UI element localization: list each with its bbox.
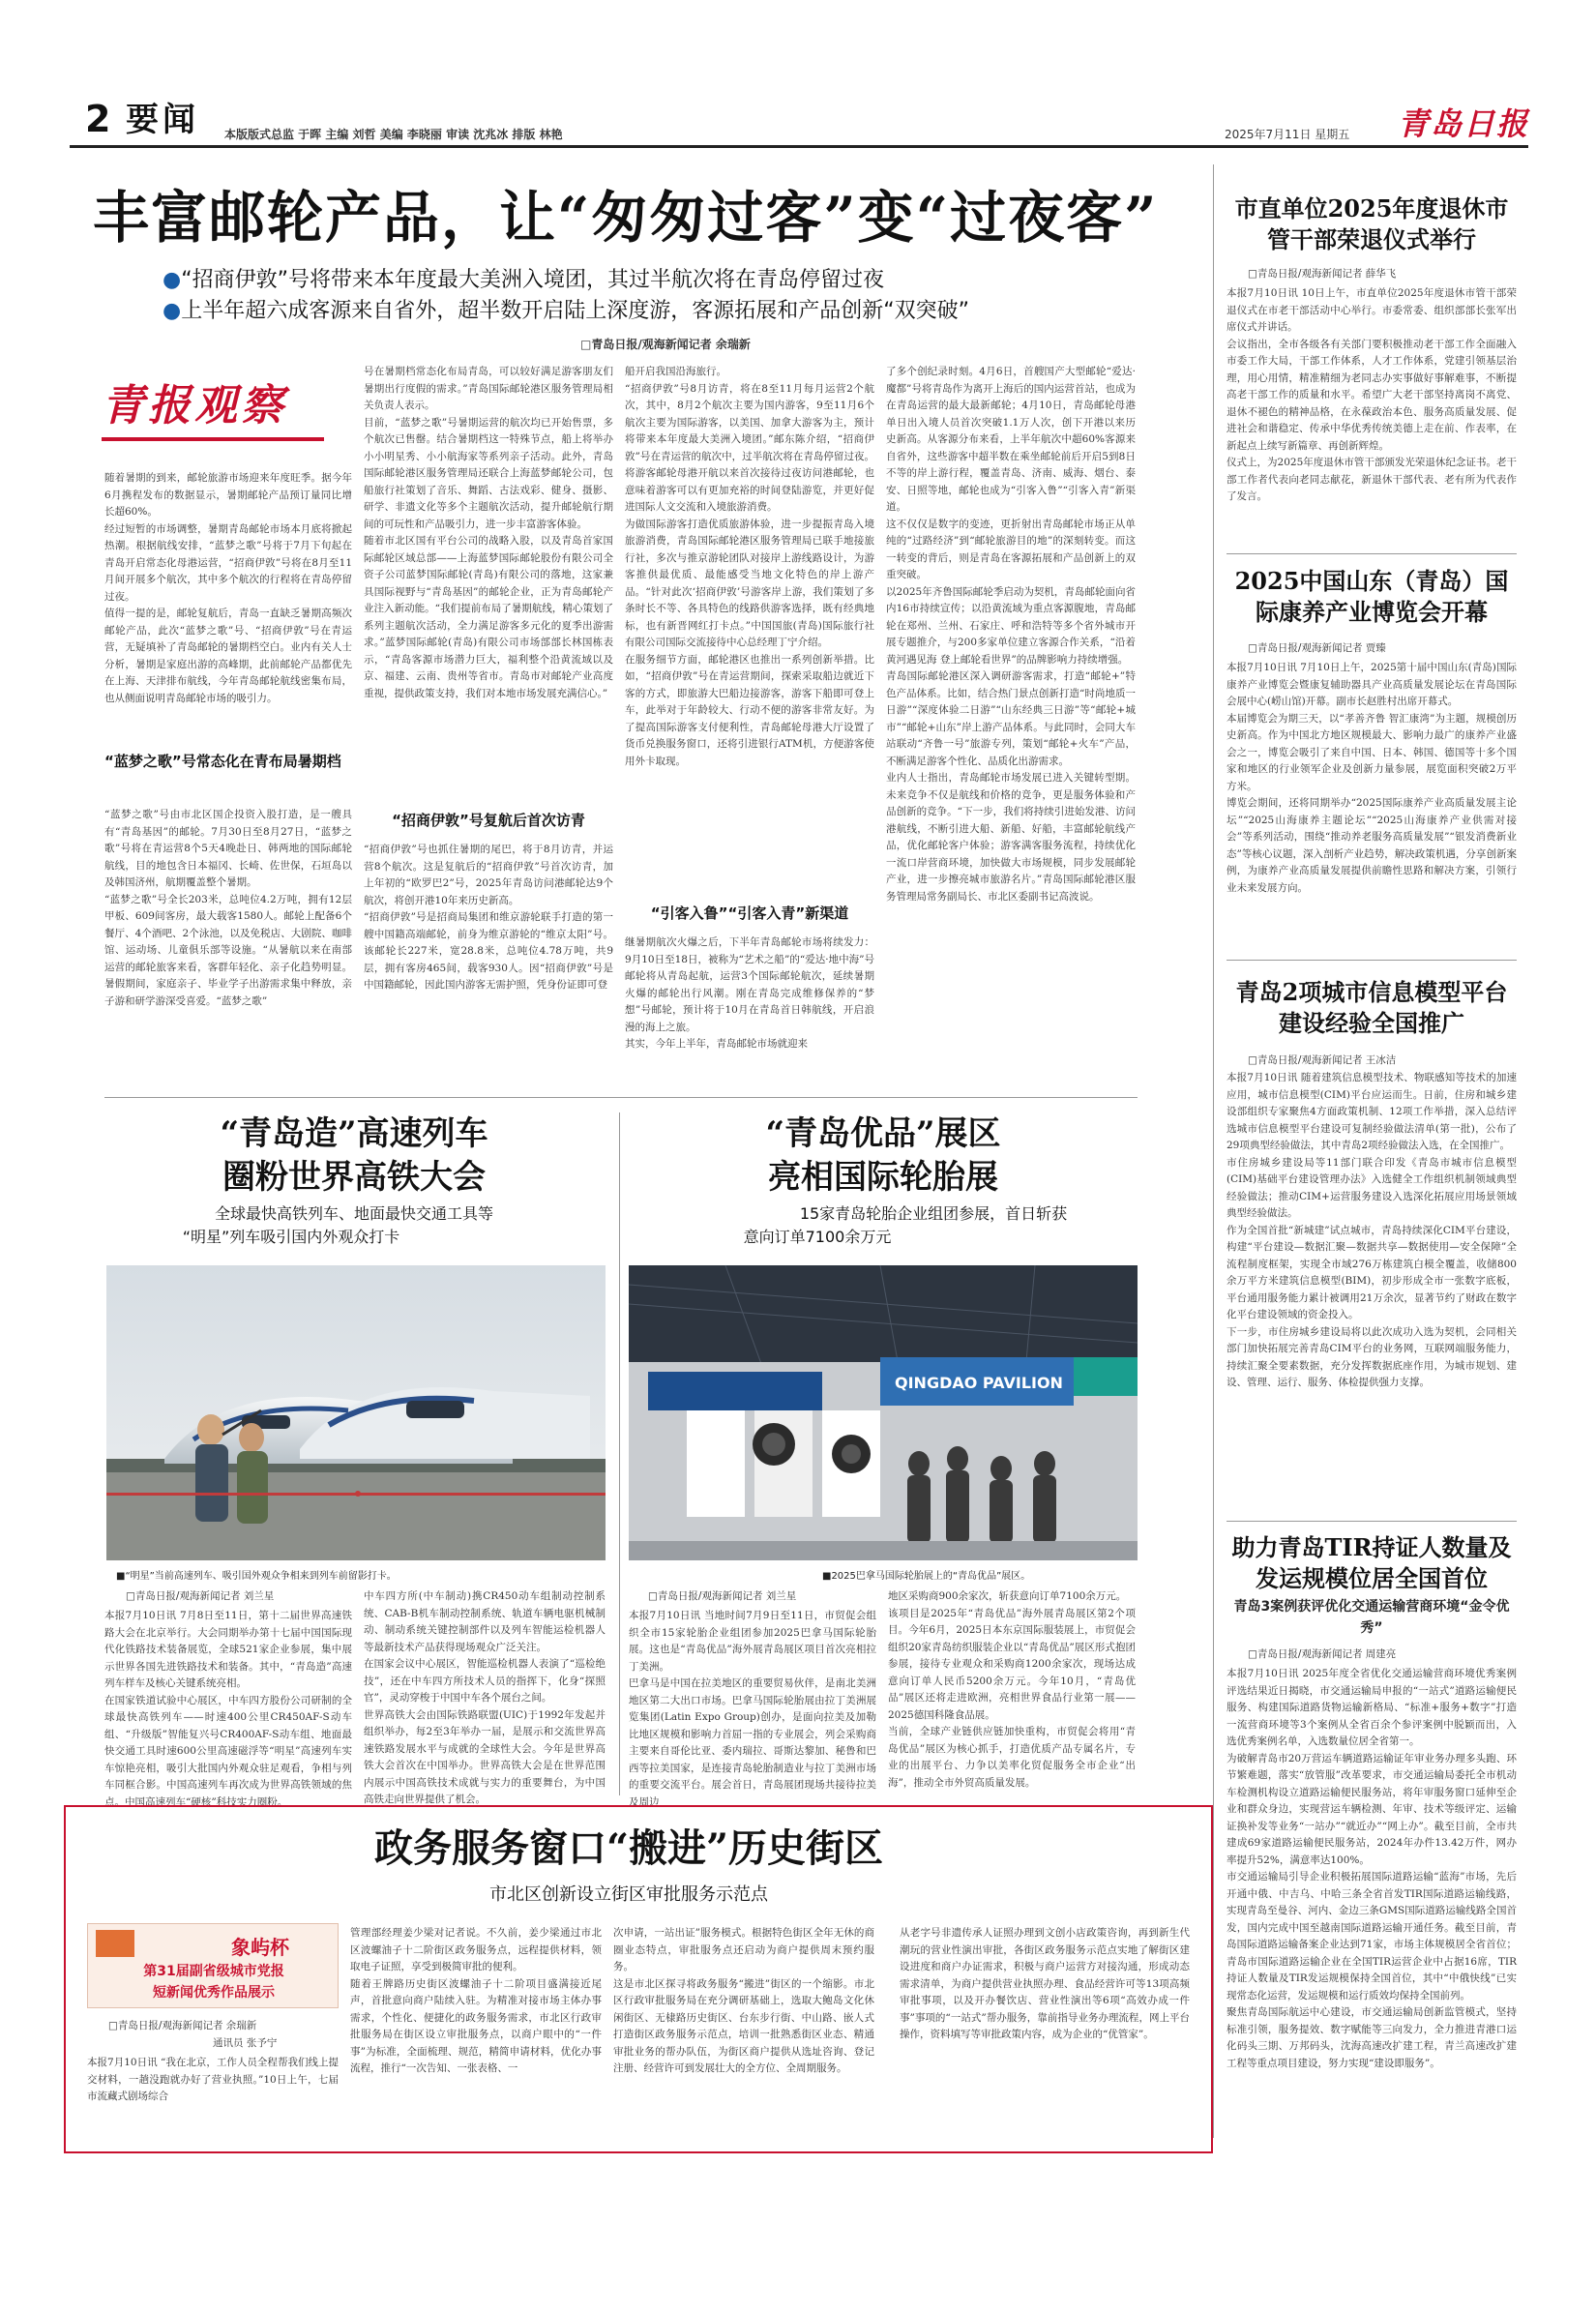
right-story-3-byline: □青岛日报/观海新闻记者 王冰洁 <box>1248 1054 1397 1066</box>
right-story-3-headline: 青岛2项城市信息模型平台建设经验全国推广 <box>1235 978 1508 1037</box>
masthead-rule <box>70 145 1528 148</box>
newspaper-logo: 青岛日报 <box>1398 105 1530 142</box>
right-story-4-byline: □青岛日报/观海新闻记者 周建亮 <box>1248 1648 1397 1660</box>
feature-right-deck-1: 15家青岛轮胎企业组团参展，首日斩获 <box>799 1204 1068 1223</box>
feature-left-deck-2: “明星”列车吸引国内外观众打卡 <box>182 1228 400 1246</box>
feature-right-deck-2: 意向订单7100余万元 <box>743 1228 892 1246</box>
bottom-headline: 政务服务窗口“搬进”历史街区 <box>373 1825 883 1871</box>
lead-col-3-subhead: “引客入鲁”“引客入青”新渠道 <box>650 904 849 922</box>
expo-booth-sign: QINGDAO PAVILION <box>895 1374 1063 1392</box>
lead-col-3b-text: 继暑期航次火爆之后，下半年青岛邮轮市场将续发力：9月10日至18日，被称为“艺术之船”的“爱达·地中海”号邮轮将从青岛起航，运营3个国际邮轮航次，延续暑期火爆的邮轮出行风潮。刚在青岛完成维修保养的“梦想”号邮轮，预计将于10月在青岛首日韩航线，开启浪漫的海上之旅。 其实，今年上半年，青岛邮轮市场就迎来 <box>625 936 874 1050</box>
bottom-col-1: 本报7月10日讯 “我在北京，工作人员全程帮我们线上提交材料，一趟没跑就办好了营业执照。”10日上午，七届市流藏式剧场综合 <box>87 2057 339 2102</box>
expo-photo-caption: ■2025巴拿马国际轮胎展上的“青岛优品”展区。 <box>822 1571 1031 1582</box>
right-story-1-headline: 市直单位2025年度退休市管干部荣退仪式举行 <box>1234 194 1509 253</box>
train-photo-illustration <box>106 1265 606 1560</box>
feature-right-byline: □青岛日报/观海新闻记者 刘兰星 <box>648 1590 797 1602</box>
lead-deck-2 <box>163 297 969 326</box>
lead-col-2-subhead: “招商伊敦”号复航后首次访青 <box>392 812 585 829</box>
staff-line: 本版版式总监 于晖 主编 刘哲 美编 李晓丽 审读 沈兆冰 排版 林艳 <box>224 128 563 141</box>
award-logo-line-2: 短新闻优秀作品展示 <box>153 1985 275 2001</box>
right-divider-2 <box>1227 960 1517 961</box>
feature-left-col-2: 中车四方所(中车制动)携CR450动车组制动控制系统、CAB-B机车制动控制系统、轨道车辆电驱机械制动、制动系统关键控制部件以及列车智能运检机器人等最新技术产品获得现场观众广泛关注。 在国家会议中心展区，智能巡检机器人表演了“巡检绝技”，还在中车四方所技术人员的指挥下，化身“探照官”，灵动穿梭于中国中车各个展台之间。 世界高铁大会由国际铁路联盟(UIC)于1992年发起并组织举办，每2至3年举办一届，是展示和交流世界高速铁路发展水平与成就的全球性大会。今年是世界高铁大会首次在中国举办。世界高铁大会是在世界范围内展示中国高铁技术成就与实力的重要舞台，为中国高铁走向世界提供了机会。 <box>364 1590 606 1805</box>
feature-left-col-1: 本报7月10日讯 7月8日至11日，第十二届世界高速铁路大会在北京举行。大会同期举办第十七届中国国际现代化铁路技术装备展览，全球521家企业参展，集中展示世界各国先进铁路技术和装备。其中，“青岛造”高速列车样车及核心关键系统亮相。 在国家铁道试验中心展区，中车四方股份公司研制的全球最快高铁列车——时速400公里CR450AF-S动车组、“升级版”智能复兴号CR400AF-S动车组、地面最快交通工具时速600公里高速磁浮等“明星”高速列车实车惊艳亮相，吸引大批国内外观众驻足观看，争相与列车同框合影。中国高速列车再次成为世界高铁领域的焦点。中国高速列车“硬核”科技实力圈粉。 <box>104 1610 352 1808</box>
lead-feature-divider <box>104 1097 1138 1098</box>
expo-photo <box>629 1265 1138 1560</box>
feature-right-col-2: 地区采购商900余家次，斩获意向订单7100余万元。 该项目是2025年“青岛优品”海外展青岛展区第2个项目。今年6月，2025日本东京国际服装展上，市贸促会组织20家青岛纺织服装企业以“青岛优品”展区形式抱团参展，接待专业观众和采购商1200余家次，现场达成意向订单人民币5200余万元。今年10月，“青岛优品”展区还将走进欧洲，亮相世界食品行业第一展——2025德国科隆食品展。 当前，全球产业链供应链加快重构，市贸促会将用“青岛优品”展区为核心抓手，打造优质产品专属名片，专业的出展平台、力争以美率化贸促服务全市企业“出海”，推动全市外贸高质量发展。 <box>888 1590 1136 1789</box>
right-story-4-deck: 青岛3案例获评优化交通运输营商环境“金令优秀” <box>1233 1599 1510 1636</box>
bottom-deck: 市北区创新设立街区审批服务示范点 <box>489 1884 768 1905</box>
train-photo <box>106 1265 606 1560</box>
right-story-1-byline: □青岛日报/观海新闻记者 薛华飞 <box>1248 268 1397 280</box>
right-story-4-text: 本报7月10日讯 2025年度全省优化交通运输营商环境优秀案例评选结果近日揭晓，市交通运输局申报的“一站式”道路运输便民服务、构建国际道路货物运输新格局、“标准+服务+数字”打造一流营商环境等3个案例从全省百余个参评案例中脱颖而出，入选优秀案例名单，入选数量位居全省第一。 为破解青岛市20万营运车辆道路运输证年审业务办理多头跑、环节繁难题，落实“放管服”改革要求，市交通运输局委托全市机动车检测机构设立道路运输便民服务站，将年审服务窗口延伸至企业和群众身边，实现营运车辆检测、年审、技术等级评定、运输证换补发等业务“一站办”“就近办”“网上办”。截至目前，全市共建成69家道路运输便民服务站，2024年办件13.42万件，网办率提升52%，满意率达100%。 市交通运输局引导企业积极拓展国际道路运输“蓝海”市场，先后开通中俄、中吉乌、中哈三条全省首发TIR国际道路运输线路，实现青岛至曼谷、河内、金边三条GMS国际道路运输线路全国首发，国内完成中国至越南国际道路运输开通任务。截至目前，青岛国际道路运输备案企业达到71家，市场主体规模居全省首位；青岛市国际道路运输企业在全国TIR运营企业中占据16席，TIR持证人数量及TIR发运规模保持全国首位，其中“中俄快线”已实现常态化运营，发运规模和运行质效均保持全国前列。 聚焦青岛国际航运中心建设，市交通运输局创新监管模式，坚持标准引领，服务提效、数字赋能等三向发力，全力推进青港口运化码头三期、万邦码头，沈海高速改扩建工程，青兰高速改扩建工程等重点项目建设，努力实现“建设即服务”。 <box>1227 1668 1517 2069</box>
column-logo-underline <box>102 437 324 441</box>
right-story-1-text: 本报7月10日讯 10日上午，市直单位2025年度退休市管干部荣退仪式在市老干部活动中心举行。市委常委、组织部部长张军出席仪式并讲话。 会议指出，全市各级各有关部门要积极推动老干部工作全面融入市委工作大局，干部工作体系，人才工作体系，党建引领基层治理，用心用情，精准精细为老同志办实事做好事解难事，不断提高老干部工作的质量和水平。希望广大老干部坚持离岗不离党、退休不褪色的精神品格，在永葆政治本色、服务高质量发展、促进社会和谐稳定、传承中华优秀传统美德上走在前、作表率，在新起点上续写新篇章、再创新辉煌。 仪式上，为2025年度退休市管干部颁发光荣退休纪念证书。老干部工作者代表向老同志献花，新退休干部代表、老有所为代表作了发言。 <box>1227 287 1517 502</box>
feature-left-deck-1: 全球最快高铁列车、地面最快交通工具等 <box>214 1204 493 1223</box>
lead-col-4-text: 了多个创纪录时刻。4月6日，首艘国产大型邮轮“爱达·魔都”号将青岛作为离开上海后的国内运营首站，也成为在青岛运营的最大最新邮轮；4月10日，青岛邮轮母港单日出入境人员首次突破1.1万人次，创下开港以来历史新高。从客源分布来看，上半年航次中超60%客源来自省外，这些游客中超半数在乘坐邮轮前后开启5到8日不等的岸上游行程，覆盖青岛、济南、威海、烟台、泰安、日照等地，邮轮也成为“引客入鲁”“引客入青”新渠道。 这不仅仅是数字的变迹，更折射出青岛邮轮市场正从单纯的“过路经济”到“邮轮旅游目的地”的深刻转变。而这一转变的背后，则是青岛在客源拓展和产品创新上的双重突破。 以2025年齐鲁国际邮轮季启动为契机，青岛邮轮面向省内16市持续宣传；以沿黄流域为重点客源腹地，青岛邮轮在郑州、兰州、石家庄、呼和浩特等多个省外城市开展专题推介，与200多家单位建立客源合作关系，“沿着黄河遇见海 登上邮轮看世界”的品牌影响力持续增强。 青岛国际邮轮港区深入调研游客需求，打造“邮轮+”特色产品体系。比如，结合热门景点创新打造“时尚地质一日游”“深度体验二日游”“山东经典三日游”等“邮轮+城市”“邮轮+山东”岸上游产品体系。与此同时，会同大车站联动“齐鲁一号”旅游专列，策划“邮轮+火车”产品，不断满足游客个性化、品质化出游需求。 业内人士指出，青岛邮轮市场发展已进入关键转型期。未来竞争不仅是航线和价格的竞争，更是服务体验和产品创新的竞争。“下一步，我们将持续引进始发港、访问港航线，不断引进大船、新船、好船，丰富邮轮航线产品，优化邮轮客户体验；游客满客服务流程，持续优化一流口岸营商环境，加快做大市场规模，同步发展邮轮产业，进一步擦亮城市旅游名片。”青岛国际邮轮港区服务管理局常务副局长、市北区委副书记高波说。 <box>886 366 1136 903</box>
right-story-2-headline: 2025中国山东（青岛）国际康养产业博览会开幕 <box>1234 567 1509 626</box>
feature-left-headline-2: 圈粉世界高铁大会 <box>222 1158 486 1197</box>
feature-left-headline-1: “青岛造”高速列车 <box>220 1114 488 1153</box>
award-logo-brand: 象屿杯 <box>231 1936 289 1959</box>
bottom-col-2: 管理部经理姜少梁对记者说。不久前，姜少梁通过市北区波螺油子十二阶街区政务服务点，远程提供材料，领取电子证照，享受到极简审批的便利。 随着王牌路历史街区波螺油子十二阶项目盛满接近尾声，首批意向商户陆续入驻。为精准对接市场主体办事需求，个性化、便捷化的政务服务需求，市北区行政审批服务局在街区设立审批服务点，以商户眼中的“一件事”为标准，全面梳理、规范，精简申请材料，优化办事流程，推行“一次告知、一张表格、一 <box>350 1927 602 2074</box>
right-divider-1 <box>1227 553 1517 554</box>
lead-byline: □青岛日报/观海新闻记者 余瑞新 <box>580 338 751 351</box>
train-photo-caption: ■“明星”当前高速列车、吸引国外观众争相来到列车前留影打卡。 <box>116 1571 397 1582</box>
bullet-icon: ● <box>163 268 182 292</box>
feature-right-col-1: 本报7月10日讯 当地时间7月9日至11日，市贸促会组织全市15家轮胎企业组团参加2025巴拿马国际轮胎展。这也是“青岛优品”海外展青岛展区项目首次亮相拉丁美洲。 巴拿马是中国在拉美地区的重要贸易伙伴，是南北美洲地区第二大出口市场。巴拿马国际轮胎展由拉丁美洲展览集团(Latin Expo Group)创办，是面向拉美及加勒比地区规模和影响力首屈一指的专业展会，列会采购商主要来自哥伦比亚、委内瑞拉、哥斯达黎加、秘鲁和巴西等拉美国家，是连接青岛轮胎制造业与拉丁美洲市场的重要交流平台。展会首日，青岛展团现场共接待拉美及周边 <box>629 1610 876 1808</box>
lead-col-2-text: 号在暑期档常态化布局青岛，可以较好满足游客朋友们暑期出行度假的需求。”青岛国际邮轮港区服务管理局相关负责人表示。 目前，“蓝梦之歌”号暑期运营的航次均已开始售票，多个航次已售罄。结合暑期档这一特殊节点，船上将举办小小明星秀、小小航海家等系列亲子活动。此外，青岛国际邮轮港区服务管理局还联合上海蓝梦邮轮公司，包船旅行社策划了音乐、舞蹈、古法戏彩、健身、摄影、研学、非遗文化等多个主题航次活动，提升邮轮航行期间的可玩性和产品吸引力，进一步丰富游客体验。 随着市北区国有平台公司的战略入股，以及青岛首家国际邮轮区域总部——上海蓝梦国际邮轮股份有限公司全资子公司蓝梦国际邮轮(青岛)有限公司的落地，这家兼具国际视野与“青岛基因”的邮轮企业，正为青岛邮轮产业注入新动能。“我们提前布局了暑期航线，精心策划了系列主题航次活动，全力满足游客多元化的夏季出游需求。”蓝梦国际邮轮(青岛)有限公司市场部部长林国栋表示，“青岛客源市场潜力巨大，福利整个沿黄流域以及京、福建、云南、贵州等省市。青岛市对邮轮产业高度重视，提供政策支持，我们对本地市场发展充满信心。” <box>364 366 613 699</box>
lead-headline: 丰富邮轮产品，让“匆匆过客”变“过夜客” <box>93 185 1159 251</box>
feature-left-byline: □青岛日报/观海新闻记者 刘兰星 <box>126 1590 275 1602</box>
award-logo-mark <box>96 1930 134 1957</box>
feature-right-headline-1: “青岛优品”展区 <box>765 1114 1001 1153</box>
right-story-3-text: 本报7月10日讯 随着建筑信息模型技术、物联感知等技术的加速应用，城市信息模型(CIM)平台应运而生。日前，住房和城乡建设部组织专家聚焦4方面政策机制、12项工作举措，深入总结评选城市信息模型平台建设可复制经验做法清单(第一批)，公布了29项典型经验做法，其中青岛2项经验做法入选，在全国推广。 市住房城乡建设局等11部门联合印发《青岛市城市信息模型(CIM)基础平台建设管理办法》入选健全工作组织机制领域典型经验做法；推动CIM+运营服务建设入选深化拓展应用场景领域典型经验做法。 作为全国首批“新城建”试点城市，青岛持续深化CIM平台建设，构建“平台建设—数据汇聚—数据共享—数据使用—安全保障”全流程制度框架，实现全市域276万栋建筑白模全覆盖，收储800余万平方米建筑信息模型(BIM)，初步形成全市一张数字底板，平台通用服务能力累计被调用21万余次，显著节约了财政在数字化平台建设领域的资金投入。 下一步，市住房城乡建设局将以此次成功入选为契机，会同相关部门加快拓展完善青岛CIM平台的业务网，互联网端服务能力，持续汇聚全要素数据，充分发挥数据底座作用，为城市规划、建设、管理、运行、服务、体检提供强力支撑。 <box>1227 1072 1517 1388</box>
date-line: 2025年7月11日 星期五 <box>1225 128 1350 141</box>
page-number: 2 <box>85 98 111 140</box>
award-logo <box>87 1923 339 2008</box>
lead-col-1-subhead: “蓝梦之歌”号常态化在青布局暑期档 <box>104 753 341 770</box>
bottom-col-3: 次申请，一站出证”服务模式。根据特色街区全年无休的商圈业态特点，审批服务点还启动为商户提供周末预约服务。 这是市北区探寻将政务服务“搬进”街区的一个缩影。市北区行政审批服务局在充分调研基础上，选取大鲍岛文化休闲街区、无棣路历史街区、台东步行街、中山路、嵌人式打造街区政务服务示范点，培训一批熟悉街区业态、精通审批业务的帮办队伍，为街区商户提供从选址咨询、登记注册、经营许可到发展壮大的全方位、全周期服务。 <box>613 1927 874 2074</box>
lead-col-3-text: 船开启我国沿海旅行。 “招商伊敦”号8月访青，将在8至11月每月运营2个航次，其中，8月2个航次主要为国内游客，9至11月6个航次主要为国际游客，以美国、加拿大游客为主，预计将带来本年度最大美洲入境团。”邮东陈介绍，“招商伊敦”号在青运营的航次中，过半航次将在青岛停留过夜。将游客邮轮母港开航以来首次接待过夜访问港邮轮，也意味着游客可以有更加充裕的时间登陆游览，并更好促进国际人文交流和入境旅游消费。 为做国际游客打造优质旅游体验，进一步提振青岛入境旅游消费，青岛国际邮轮港区服务管理局已联手地接旅行社，多次与推京游轮团队对接岸上游线路设计，为游客推供最优质、最能感受当地文化特色的岸上游产品。“针对此次‘招商伊敦’号游客岸上游，我们策划了多条时长不等、各具特色的线路供游客选择，既有经典地标，也有新晋网红打卡点。”中国国旅(青岛)国际旅行社有限公司国际交流接待中心总经理丁宁介绍。 在服务细节方面，邮轮港区也推出一系列创新举措。比如，“招商伊敦”号在青运营期间，探索采取船边就近下客的方式，即旅游大巴船边接游客，游客下船即可登上车，此举对于年龄较大、行动不便的游客非常友好。为了提高国际游客支付便利性，青岛邮轮母港大厅设置了货币兑换服务窗口，还将引进银行ATM机，方便游客使用外卡取现。 <box>625 366 874 767</box>
right-column-divider <box>1213 164 1214 2138</box>
bottom-col-4: 从老字号非遗传承人证照办理到文创小店政策咨询，再到新生代潮玩的营业性演出审批，各街区政务服务示范点实地了解街区建设进度和商户办证需求，积极与商户运营方对接沟通，形成动态需求清单，为商户提供营业执照办理、食品经营许可等13项高频审批事项，以及开办餐饮店、营业性演出等6项“高效办成一件事”事项的“一站式”帮办服务，靠前指导业务办理流程，网上平台操作，资料填写等审批政策内容，成为企业的“优管家”。 <box>900 1927 1190 2040</box>
right-divider-3 <box>1227 1521 1517 1522</box>
lead-col-1-text: 随着暑期的到来，邮轮旅游市场迎来年度旺季。据今年6月携程发布的数据显示，暑期邮轮产品预订量同比增长超60%。 经过短暂的市场调整，暑期青岛邮轮市场本月底将掀起热潮。根据航线安排，“蓝梦之歌”号将于7月下旬起在青岛开启常态化母港运营，“招商伊敦”号将在8月至11月间开展多个航次，其中多个航次的行程将在青岛停留过夜。 值得一提的是，邮轮复航后，青岛一直缺乏暑期高频次邮轮产品，此次“蓝梦之歌”号、“招商伊敦”号在青运营，无疑填补了青岛邮轮的暑期档空白。业内有关人士分析，暑期是家庭出游的高峰期，此前邮轮产品都优先在上海、天津排布航线，今年青岛邮轮航线密集布局，也从侧面说明青岛邮轮市场的吸引力。 <box>104 472 352 704</box>
award-logo-line-1: 第31届副省级城市党报 <box>143 1964 284 1979</box>
lead-col-2b-text: “招商伊敦”号也抓住暑期的尾巴，将于8月访青，并运营8个航次。这是复航后的“招商伊敦”号首次访青，加上年初的“欧罗巴2”号，2025年青岛访问港邮轮达9个航次，将创开港10年来历史新高。 “招商伊敦”号是招商局集团和维京游轮联手打造的第一艘中国籍高端邮轮，前身为维京游轮的“维京太阳”号。该邮轮长227米，宽28.8米，总吨位4.78万吨，共9层，拥有客房465间，载客930人。因“招商伊敦”号是中国籍邮轮，因此国内游客无需护照，凭身份证即可登 <box>364 844 613 991</box>
right-story-4-headline: 助力青岛TIR持证人数量及发运规模位居全国首位 <box>1231 1533 1512 1592</box>
lead-deck-1-text: “招商伊敦”号将带来本年度最大美洲入境团，其过半航次将在青岛停留过夜 <box>181 268 885 292</box>
column-logo <box>102 377 334 466</box>
bullet-icon: ● <box>163 299 182 323</box>
lead-col-1b-text: “蓝梦之歌”号由市北区国企投资入股打造，是一艘具有“青岛基因”的邮轮。7月30日至8月27日，“蓝梦之歌”号将在青运营8个5天4晚赴日、韩两地的国际邮轮航线，目的地包含日本福冈、长崎、佐世保，石垣岛以及韩国济州，航期覆盖整个暑期。 “蓝梦之歌”号全长203米，总吨位4.2万吨，拥有12层甲板、609间客房，最大载客1580人。邮轮上配备6个餐厅、4个酒吧、2个泳池，以及免税店、大剧院、咖啡馆、运动场、儿童俱乐部等设施。“从暑航以来在南部运营的邮轮旅客来看，客群年轻化、亲子化趋势明显。暑假期间，家庭亲子、毕业学子出游需求集中释放，亲子游和研学游深受喜爱。“蓝梦之歌” <box>104 809 352 1007</box>
bottom-byline-2: 通讯员 张予宁 <box>213 2037 278 2049</box>
right-story-2-text: 本报7月10日讯 7月10日上午，2025第十届中国山东(青岛)国际康养产业博览会暨康复辅助器具产业高质量发展论坛在青岛国际会展中心(崂山馆)开幕。副市长赵胜村出席开幕式。 本届博览会为期三天，以“孝善齐鲁 智汇康湾”为主题，规模创历史新高。作为中国北方地区规模最大、影响力最广的康养产业盛会之一，博览会吸引了来自中国、日本、韩国、德国等十多个国家和地区的行业领军企业及创新力量参展，展览面积突破2万平方米。 博览会期间，还将同期举办“2025国际康养产业高质量发展主论坛”“2025山海康养主题论坛”“2025山海康养产业供需对接会”等系列活动，围绕“推动养老服务高质量发展”“银发消费新业态”等核心议题，深入剖析产业趋势，解决政策机遇，分享创新案例，为康养产业高质量发展提供前瞻性思路和解决方案，引领行业未来发展方向。 <box>1227 662 1517 894</box>
column-logo-text: 青报观察 <box>102 381 287 430</box>
right-story-2-byline: □青岛日报/观海新闻记者 贾臻 <box>1248 642 1386 654</box>
feature-right-headline-2: 亮相国际轮胎展 <box>768 1158 998 1197</box>
lead-deck-2-text: 上半年超六成客源来自省外，超半数开启陆上深度游，客源拓展和产品创新“双突破” <box>181 299 970 323</box>
expo-photo-illustration <box>629 1265 1138 1560</box>
lead-deck-1 <box>163 266 884 295</box>
bottom-byline-1: □青岛日报/观海新闻记者 余瑞新 <box>108 2020 257 2031</box>
feature-divider <box>619 1112 620 1795</box>
section-title: 要闻 <box>126 101 199 139</box>
